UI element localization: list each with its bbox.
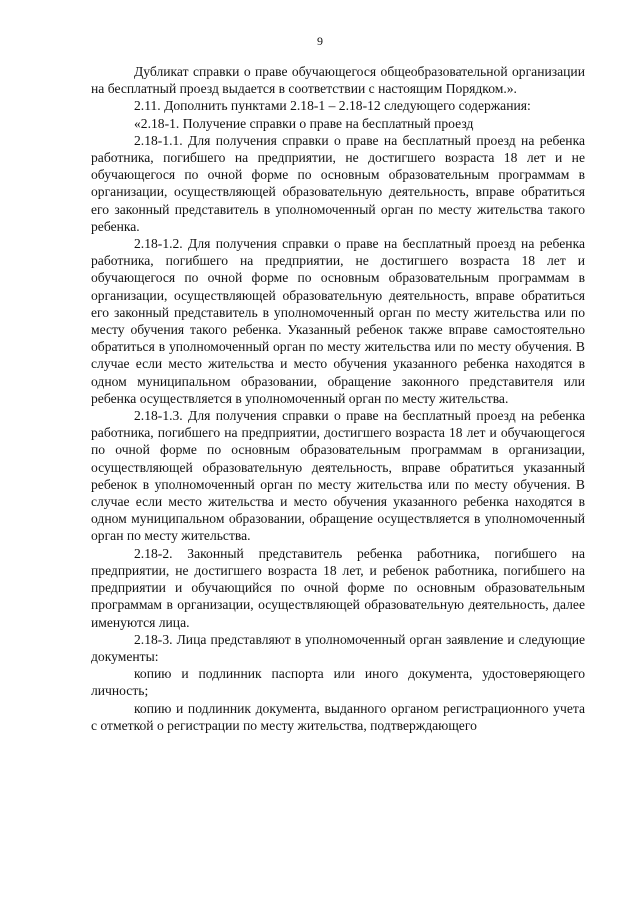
page-number: 9 bbox=[317, 34, 323, 48]
paragraph-2-11: 2.11. Дополнить пунктами 2.18-1 – 2.18-12 следующего содержания: bbox=[134, 98, 531, 114]
paragraph-2-18-1-1: 2.18-1.1. Для получения справки о праве на бесплатный проезд на ребенка работника, погибшего на предприятии, не достигшего возраста 18 лет и не обучающегося по очной форме по основным образовательным программам в организации, осуществляющей образовательную деятельность, вправе обратиться его законный представитель в уполномоченный орган по месту жительства такого ребенка. bbox=[91, 132, 585, 234]
paragraph-2-18-1-heading: «2.18-1. Получение справки о праве на бесплатный проезд bbox=[134, 115, 474, 131]
paragraph-2-18-2: 2.18-2. Законный представитель ребенка работника, погибшего на предприятии, не достигшего возраста 18 лет, и ребенок работника, погибшего на предприятии и обучающийся по очной форме по основным образовательным программам в организации, осуществляющей образовательную деятельность, далее именуются лица. bbox=[91, 545, 585, 630]
paragraph-2-18-1-2: 2.18-1.2. Для получения справки о праве на бесплатный проезд на ребенка работника, погибшего на предприятии, не достигшего возраста 18 лет и обучающегося по очной форме по основным образовательным программам в организации, осуществляющей образовательную деятельность, вправе обратиться его законный представитель в уполномоченный орган по месту жительства или по месту обучения такого ребенка. Указанный ребенок также вправе самостоятельно обратиться в уполномоченный орган по месту жительства или по месту обучения. В случае если место жительства и место обучения указанного ребенка находятся в одном муниципальном образовании, обращение законного представителя или ребенка осуществляется в уполномоченный орган по месту жительства. bbox=[91, 236, 585, 406]
paragraph-registration-document: копию и подлинник документа, выданного органом регистрационного учета с отметкой о регистрации по месту жительства, подтверждающего bbox=[91, 700, 585, 733]
paragraph-2-18-3: 2.18-3. Лица представляют в уполномоченный орган заявление и следующие документы: bbox=[91, 631, 585, 664]
paragraph-passport-copy: копию и подлинник паспорта или иного документа, удостоверяющего личность; bbox=[91, 666, 585, 699]
paragraph-duplicate-certificate: Дубликат справки о праве обучающегося общеобразовательной организации на бесплатный проезд выдается в соответствии с настоящим Порядком.». bbox=[91, 64, 585, 97]
document-body bbox=[91, 63, 585, 734]
paragraph-2-18-1-3: 2.18-1.3. Для получения справки о праве на бесплатный проезд на ребенка работника, погибшего на предприятии, достигшего возраста 18 лет и обучающегося по очной форме по основным образовательным программам в организации, осуществляющей образовательную деятельность, вправе обратиться указанный ребенок в уполномоченный орган по месту жительства или по месту обучения. В случае если место жительства и место обучения указанного ребенка находятся в одном муниципальном образовании, обращение осуществляется в уполномоченный орган по месту жительства. bbox=[91, 408, 585, 544]
